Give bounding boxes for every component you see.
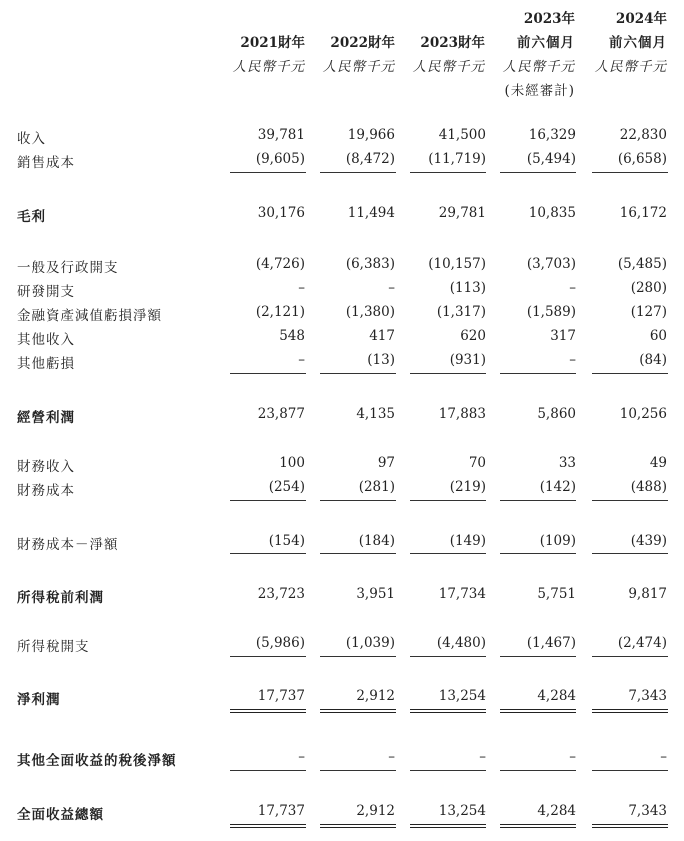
row-value: (2,474): [617, 635, 667, 651]
column-note: (未經審計): [504, 83, 575, 99]
row-label: 一般及行政開支: [17, 260, 119, 276]
row-value: 2,912: [356, 803, 395, 819]
row-value: (1,589): [526, 304, 576, 320]
row-value: (1,039): [345, 635, 395, 651]
row-value: 16,172: [619, 205, 667, 221]
row-finance-costs: [0, 479, 684, 499]
row-value: 19,966: [347, 127, 395, 143]
row-operating-profit: [0, 406, 684, 426]
row-value: 97: [377, 455, 395, 471]
row-value: (10,157): [428, 256, 486, 272]
row-value: 29,781: [438, 205, 486, 221]
row-value: –: [388, 280, 395, 296]
column-unit: 人民幣千元: [594, 59, 667, 75]
row-value: (149): [449, 533, 486, 549]
row-other-losses: [0, 352, 684, 372]
row-other-income: [0, 328, 684, 348]
row-value: (13): [367, 352, 395, 368]
row-value: 13,254: [438, 803, 486, 819]
row-value: 100: [279, 455, 305, 471]
row-label: 淨利潤: [17, 692, 61, 708]
column-year: 2023財年: [420, 35, 485, 51]
row-value: 49: [649, 455, 667, 471]
row-value: 7,343: [628, 803, 667, 819]
column-year: 2023年: [523, 11, 575, 27]
row-value: (154): [268, 533, 305, 549]
row-value: (488): [630, 479, 667, 495]
column-unit: 人民幣千元: [232, 59, 305, 75]
row-value: (439): [630, 533, 667, 549]
row-value: –: [569, 749, 576, 765]
row-value: (1,467): [526, 635, 576, 651]
row-label: 其他虧損: [17, 356, 75, 372]
row-value: 5,860: [537, 406, 576, 422]
row-value: 4,284: [537, 803, 576, 819]
row-value: 70: [468, 455, 486, 471]
row-value: (3,703): [526, 256, 576, 272]
row-total-comprehensive-income: [0, 803, 684, 823]
row-net-profit: [0, 688, 684, 708]
row-value: (5,485): [617, 256, 667, 272]
row-value: (84): [639, 352, 667, 368]
row-value: (5,986): [255, 635, 305, 651]
row-value: (6,658): [617, 151, 667, 167]
row-value: 7,343: [628, 688, 667, 704]
row-value: 4,284: [537, 688, 576, 704]
row-value: (1,317): [436, 304, 486, 320]
row-value: 23,877: [257, 406, 305, 422]
row-value: 11,494: [347, 205, 395, 221]
row-value: 4,135: [356, 406, 395, 422]
row-value: 5,751: [537, 586, 576, 602]
row-value: 39,781: [257, 127, 305, 143]
row-value: 17,883: [438, 406, 486, 422]
row-value: –: [298, 749, 305, 765]
column-year: 2022財年: [330, 35, 395, 51]
row-income-tax: [0, 635, 684, 655]
row-gross-profit: [0, 205, 684, 225]
row-value: (127): [630, 304, 667, 320]
row-label: 毛利: [17, 209, 46, 225]
column-period: 前六個月: [609, 35, 667, 51]
row-label: 銷售成本: [17, 155, 75, 171]
row-value: (5,494): [526, 151, 576, 167]
row-finance-income: [0, 455, 684, 475]
row-label: 其他收入: [17, 332, 75, 348]
column-unit: 人民幣千元: [502, 59, 575, 75]
row-value: –: [388, 749, 395, 765]
row-label: 所得稅前利潤: [17, 590, 104, 606]
row-label: 收入: [17, 131, 46, 147]
row-value: 620: [460, 328, 486, 344]
row-value: 41,500: [438, 127, 486, 143]
row-oci-net-of-tax: [0, 749, 684, 769]
row-label: 財務收入: [17, 459, 75, 475]
row-value: (931): [449, 352, 486, 368]
row-value: 417: [369, 328, 395, 344]
row-label: 財務成本: [17, 483, 75, 499]
column-year: 2021財年: [240, 35, 305, 51]
row-value: (281): [358, 479, 395, 495]
row-label: 經營利潤: [17, 410, 75, 426]
row-value: 3,951: [356, 586, 395, 602]
row-value: 548: [279, 328, 305, 344]
row-value: 17,737: [257, 688, 305, 704]
row-value: –: [298, 352, 305, 368]
row-value: (4,726): [255, 256, 305, 272]
row-value: –: [298, 280, 305, 296]
row-value: (1,380): [345, 304, 395, 320]
row-value: 33: [558, 455, 576, 471]
row-label: 全面收益總額: [17, 807, 104, 823]
row-value: (9,605): [255, 151, 305, 167]
row-value: (184): [358, 533, 395, 549]
row-profit-before-tax: [0, 586, 684, 606]
row-label: 研發開支: [17, 284, 75, 300]
row-value: 10,256: [619, 406, 667, 422]
row-value: 17,734: [438, 586, 486, 602]
column-unit: 人民幣千元: [412, 59, 485, 75]
row-value: –: [569, 280, 576, 296]
row-label: 其他全面收益的稅後淨額: [17, 753, 177, 769]
column-unit: 人民幣千元: [322, 59, 395, 75]
row-value: (219): [449, 479, 486, 495]
row-value: (109): [539, 533, 576, 549]
row-value: 317: [550, 328, 576, 344]
row-label: 所得稅開支: [17, 639, 90, 655]
row-value: (280): [630, 280, 667, 296]
row-value: –: [479, 749, 486, 765]
row-finance-costs-net: [0, 533, 684, 553]
row-value: –: [569, 352, 576, 368]
row-value: 9,817: [628, 586, 667, 602]
column-period: 前六個月: [517, 35, 575, 51]
row-cost-of-sales: [0, 151, 684, 171]
row-value: (254): [268, 479, 305, 495]
row-value: 2,912: [356, 688, 395, 704]
row-revenue: [0, 127, 684, 147]
row-value: 60: [649, 328, 667, 344]
row-value: (142): [539, 479, 576, 495]
row-rd-expenses: [0, 280, 684, 300]
row-admin-expenses: [0, 256, 684, 276]
row-value: (4,480): [436, 635, 486, 651]
row-value: (113): [449, 280, 486, 296]
row-value: 13,254: [438, 688, 486, 704]
row-value: 23,723: [257, 586, 305, 602]
row-impairment-losses: [0, 304, 684, 324]
row-value: –: [660, 749, 667, 765]
row-label: 金融資產減值虧損淨額: [17, 308, 162, 324]
row-value: (2,121): [255, 304, 305, 320]
row-value: (6,383): [345, 256, 395, 272]
row-value: 30,176: [257, 205, 305, 221]
row-value: (11,719): [428, 151, 486, 167]
row-value: 16,329: [528, 127, 576, 143]
row-label: 財務成本－淨額: [17, 537, 119, 553]
row-value: 17,737: [257, 803, 305, 819]
row-value: (8,472): [345, 151, 395, 167]
row-value: 22,830: [619, 127, 667, 143]
column-year: 2024年: [615, 11, 667, 27]
row-value: 10,835: [528, 205, 576, 221]
